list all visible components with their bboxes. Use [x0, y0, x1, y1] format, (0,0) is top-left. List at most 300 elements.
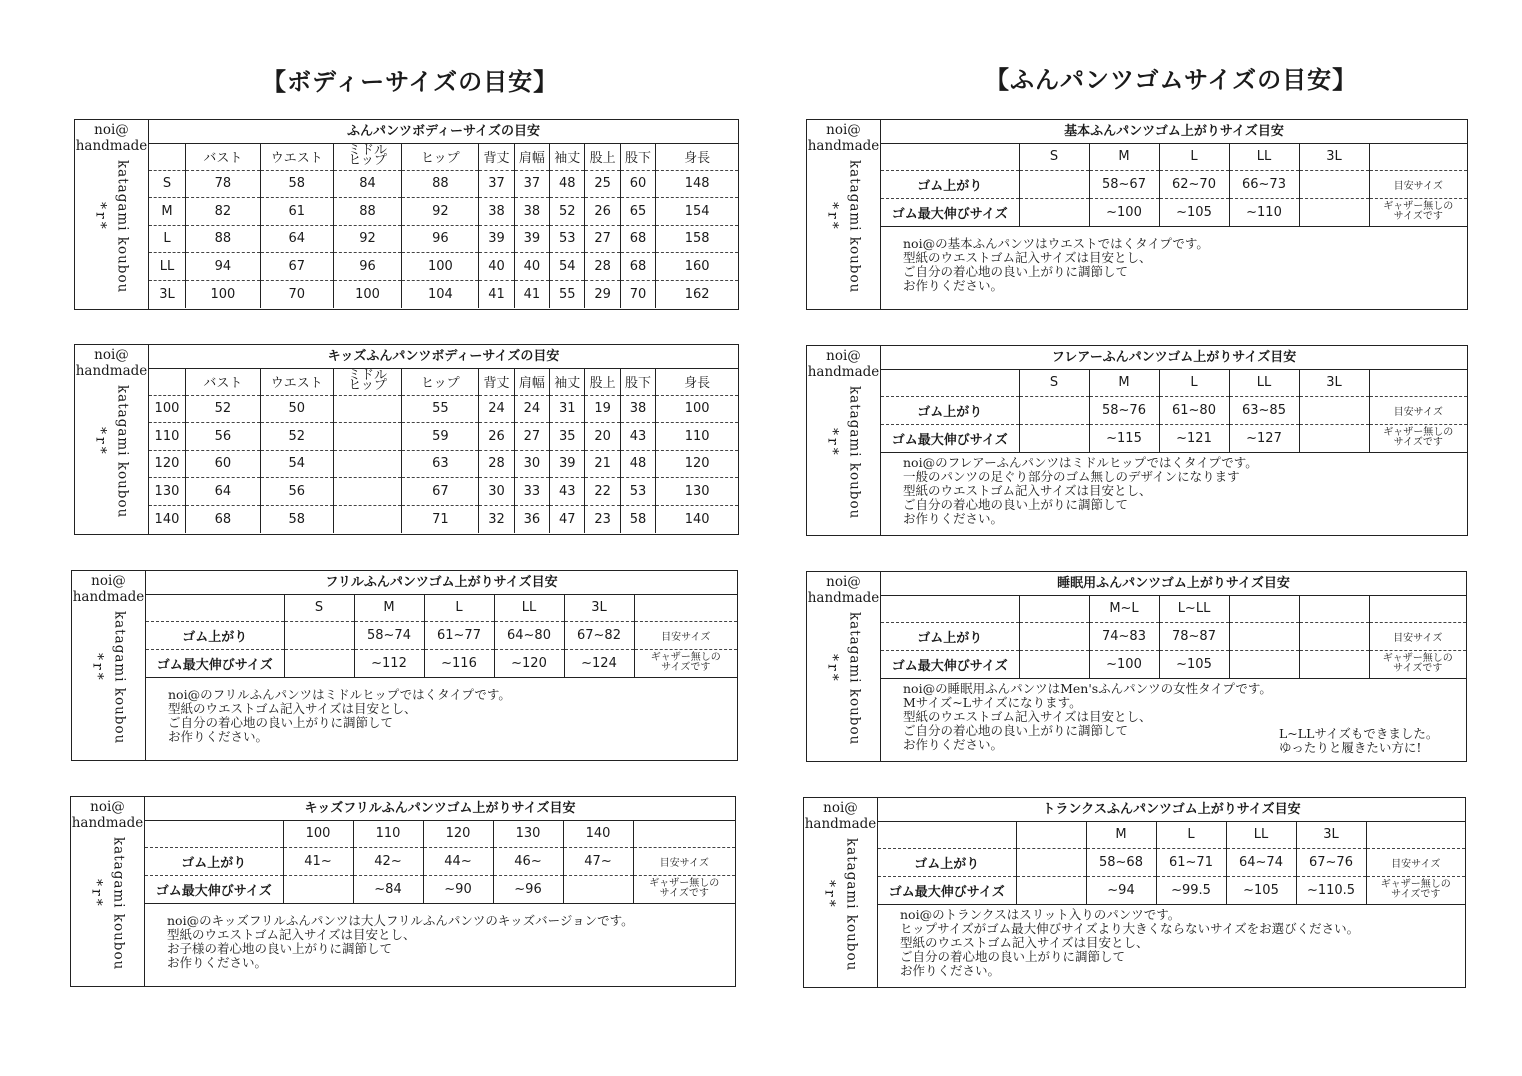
row-label: ゴム上がり	[881, 396, 1019, 424]
table-cell: 92	[402, 198, 479, 226]
table-cell: 58	[260, 505, 333, 533]
brand-block	[75, 120, 149, 309]
table-cell	[563, 875, 633, 903]
size-label: 100	[283, 820, 353, 847]
chart-title: 基本ふんパンツゴム上がりサイズ目安	[881, 120, 1467, 144]
note-line: noi@のトランクスはスリット入りのパンツです。	[900, 907, 1181, 922]
gom-table	[881, 143, 1467, 227]
row-label: ゴム最大伸びサイズ	[881, 650, 1019, 678]
column-header: ウエスト	[260, 368, 333, 395]
chart-title: キッズフリルふんパンツゴム上がりサイズ目安	[145, 797, 735, 821]
brand-name	[72, 573, 145, 605]
blank-cell	[881, 369, 1019, 396]
gom-max-row	[146, 649, 737, 677]
table-cell: 26	[585, 198, 620, 226]
table-cell: 20	[585, 423, 620, 451]
table-cell: 154	[656, 198, 738, 226]
table-cell: 47~	[563, 847, 633, 875]
size-label: M	[1089, 369, 1159, 396]
table-cell: 96	[333, 253, 402, 281]
column-header	[149, 143, 185, 170]
table-cell	[284, 621, 354, 649]
gom-chart-flare	[806, 345, 1468, 536]
table-cell: 61	[260, 198, 333, 226]
size-label: L	[1159, 369, 1229, 396]
row-label: ゴム最大伸びサイズ	[145, 875, 283, 903]
gom-chart-frill	[71, 570, 738, 761]
size-header-row	[145, 820, 735, 847]
table-cell: 64	[260, 225, 333, 253]
note-line: ご自分の着心地の良い上がりに調節して	[900, 949, 1126, 964]
table-row	[149, 198, 738, 226]
column-header: 背丈	[479, 143, 514, 170]
brand-line2: handmade	[75, 138, 148, 154]
table-cell: 27	[514, 423, 549, 451]
table-cell: 100	[149, 395, 185, 423]
table-cell	[1016, 876, 1086, 904]
table-cell	[1019, 170, 1089, 198]
table-cell: M	[149, 198, 185, 226]
table-cell: 78~87	[1159, 622, 1229, 650]
note-line: 型紙のウエストゴム記入サイズは目安とし、	[903, 250, 1152, 265]
chart-content	[881, 120, 1467, 309]
size-label: L	[1159, 143, 1229, 170]
brand-mark: *r*	[824, 428, 841, 458]
table-cell: 54	[260, 450, 333, 478]
column-header: バスト	[185, 143, 260, 170]
chart-title: フリルふんパンツゴム上がりサイズ目安	[146, 571, 737, 595]
column-header: 身長	[656, 368, 738, 395]
table-cell: ~96	[493, 875, 563, 903]
table-cell: 41	[514, 280, 549, 308]
gom-table	[878, 821, 1465, 905]
size-label: 3L	[1296, 821, 1366, 848]
table-cell: 58~74	[354, 621, 424, 649]
size-label: LL	[1229, 369, 1299, 396]
table-cell: 110	[656, 423, 738, 451]
extra-line: L~LLサイズもできました。	[1279, 726, 1439, 741]
table-cell: 120	[656, 450, 738, 478]
size-label	[1299, 595, 1369, 622]
blank-cell	[1369, 143, 1467, 170]
table-cell: 88	[185, 225, 260, 253]
table-cell: 33	[514, 478, 549, 506]
table-cell: 66~73	[1229, 170, 1299, 198]
column-header: 身長	[656, 143, 738, 170]
table-cell: 67~82	[564, 621, 634, 649]
chart-content	[149, 345, 738, 534]
blank-cell	[634, 594, 737, 621]
column-header: ミドル ヒップ	[333, 368, 402, 395]
blank-cell	[1369, 369, 1467, 396]
table-cell: 94	[185, 253, 260, 281]
row-label: ゴム最大伸びサイズ	[878, 876, 1016, 904]
table-cell: 21	[585, 450, 620, 478]
row-note: 目安サイズ	[1366, 848, 1465, 876]
gom-finished-row	[145, 847, 735, 875]
table-cell: 47	[550, 505, 585, 533]
table-cell: 162	[656, 280, 738, 308]
brand-name	[804, 800, 877, 832]
table-cell: ~120	[494, 649, 564, 677]
gom-finished-row	[881, 170, 1467, 198]
brand-line1: noi@	[90, 799, 125, 815]
brand-line1: noi@	[826, 574, 861, 590]
brand-vertical	[807, 386, 880, 536]
table-cell: 110	[149, 423, 185, 451]
table-cell: 68	[185, 505, 260, 533]
table-cell: 63~85	[1229, 396, 1299, 424]
size-header-row	[881, 143, 1467, 170]
table-cell: 41	[479, 280, 514, 308]
brand-line2: handmade	[807, 138, 880, 154]
gom-max-row	[145, 875, 735, 903]
size-label: 130	[493, 820, 563, 847]
table-cell: 56	[260, 478, 333, 506]
note-line: 型紙のウエストゴム記入サイズは目安とし、	[900, 935, 1149, 950]
table-cell: 48	[550, 170, 585, 198]
gom-table	[146, 594, 737, 678]
column-header: 股上	[585, 143, 620, 170]
row-label: ゴム上がり	[145, 847, 283, 875]
note-line: ご自分の着心地の良い上がりに調節して	[903, 264, 1129, 279]
table-cell	[333, 478, 402, 506]
size-label: S	[1019, 369, 1089, 396]
table-cell: 31	[550, 395, 585, 423]
table-cell: L	[149, 225, 185, 253]
left-heading: 【ボディーサイズの目安】	[262, 68, 559, 96]
brand-line1: noi@	[823, 800, 858, 816]
table-cell: 67~76	[1296, 848, 1366, 876]
note-line: お作りください。	[168, 729, 269, 744]
note-line: お作りください。	[903, 511, 1004, 526]
note-line: ご自分の着心地の良い上がりに調節して	[903, 497, 1129, 512]
table-cell: S	[149, 170, 185, 198]
row-note: 目安サイズ	[633, 847, 735, 875]
table-cell: 52	[260, 423, 333, 451]
table-cell: 62~70	[1159, 170, 1229, 198]
table-cell: ~100	[1089, 198, 1159, 226]
brand-vertical	[807, 612, 880, 762]
size-label: L	[1156, 821, 1226, 848]
table-cell: 50	[260, 395, 333, 423]
brand-line2: handmade	[807, 590, 880, 606]
table-row	[149, 450, 738, 478]
note-line: 一般のパンツの足ぐり部分のゴム無しのデザインになります	[903, 469, 1240, 484]
brand-mark: *r*	[824, 202, 841, 232]
table-cell: 100	[402, 253, 479, 281]
table-cell: ~112	[354, 649, 424, 677]
brand-mark: *r*	[824, 654, 841, 684]
size-label: S	[284, 594, 354, 621]
brand-line2: handmade	[804, 816, 877, 832]
brand-vertical	[72, 611, 145, 761]
brand-vertical	[75, 160, 148, 310]
column-header: 袖丈	[550, 143, 585, 170]
gom-chart-kids-frill	[70, 796, 736, 987]
gom-finished-row	[878, 848, 1465, 876]
note-line: お子様の着心地の良い上がりに調節して	[167, 941, 393, 956]
size-label	[1229, 595, 1299, 622]
table-cell: 67	[402, 478, 479, 506]
brand-block	[807, 572, 881, 761]
table-cell: 28	[585, 253, 620, 281]
table-cell	[1016, 848, 1086, 876]
table-cell: 30	[479, 478, 514, 506]
table-cell	[1299, 650, 1369, 678]
table-cell: 42~	[353, 847, 423, 875]
table-cell: ~105	[1159, 198, 1229, 226]
note-line: お作りください。	[903, 737, 1004, 752]
chart-title: フレアーふんパンツゴム上がりサイズ目安	[881, 346, 1467, 370]
chart-title: トランクスふんパンツゴム上がりサイズ目安	[878, 798, 1465, 822]
note-line: noi@の基本ふんパンツはウエストではくタイプです。	[903, 236, 1209, 251]
table-cell: 63	[402, 450, 479, 478]
blank-cell	[878, 821, 1016, 848]
table-cell: 24	[514, 395, 549, 423]
table-cell: 148	[656, 170, 738, 198]
table-cell: 61~71	[1156, 848, 1226, 876]
brand-vertical-text: katagami koubou	[114, 385, 131, 519]
table-cell	[1019, 650, 1089, 678]
note-line: 型紙のウエストゴム記入サイズは目安とし、	[168, 701, 417, 716]
blank-cell	[881, 595, 1019, 622]
brand-vertical-text: katagami koubou	[846, 386, 863, 520]
table-cell: 88	[333, 198, 402, 226]
note-line: Mサイズ~Lサイズになります。	[903, 695, 1082, 710]
column-header: バスト	[185, 368, 260, 395]
row-note: ギャザー無しの サイズです	[1369, 198, 1467, 226]
size-label: L	[424, 594, 494, 621]
table-cell	[333, 505, 402, 533]
table-cell: ~94	[1086, 876, 1156, 904]
table-row	[149, 505, 738, 533]
table-cell: 65	[620, 198, 655, 226]
table-cell	[1299, 170, 1369, 198]
brand-line2: handmade	[75, 363, 148, 379]
gom-table	[881, 595, 1466, 679]
notes-block	[903, 237, 1459, 293]
brand-mark: *r*	[89, 653, 106, 683]
brand-vertical-text: katagami koubou	[111, 611, 128, 745]
table-cell: 53	[620, 478, 655, 506]
size-label: S	[1019, 143, 1089, 170]
chart-title: ふんパンツボディーサイズの目安	[149, 120, 738, 144]
brand-mark: *r*	[92, 427, 109, 457]
table-cell: 40	[514, 253, 549, 281]
table-cell: 38	[514, 198, 549, 226]
column-header: ウエスト	[260, 143, 333, 170]
table-cell: ~105	[1159, 650, 1229, 678]
table-cell: 55	[402, 395, 479, 423]
chart-title: 睡眠用ふんパンツゴム上がりサイズ目安	[881, 572, 1466, 596]
row-note: 目安サイズ	[1369, 170, 1467, 198]
chart-content	[145, 797, 735, 986]
column-header: 股下	[620, 143, 655, 170]
brand-block	[71, 797, 145, 986]
size-label: 3L	[564, 594, 634, 621]
brand-line1: noi@	[826, 122, 861, 138]
blank-cell	[881, 143, 1019, 170]
row-note: ギャザー無しの サイズです	[634, 649, 737, 677]
row-label: ゴム最大伸びサイズ	[881, 198, 1019, 226]
size-header-row	[878, 821, 1465, 848]
brand-name	[807, 348, 880, 380]
table-cell: 30	[514, 450, 549, 478]
table-cell	[1019, 198, 1089, 226]
brand-name	[75, 347, 148, 379]
brand-line1: noi@	[826, 348, 861, 364]
column-header: 肩幅	[514, 143, 549, 170]
brand-vertical	[804, 838, 877, 988]
note-line: ご自分の着心地の良い上がりに調節して	[903, 723, 1129, 738]
table-cell: ~116	[424, 649, 494, 677]
table-cell: 158	[656, 225, 738, 253]
size-header-row	[881, 595, 1466, 622]
table-cell: 160	[656, 253, 738, 281]
row-note: ギャザー無しの サイズです	[1369, 424, 1467, 452]
table-cell: 58~76	[1089, 396, 1159, 424]
brand-block	[72, 571, 146, 760]
table-cell: 28	[479, 450, 514, 478]
table-cell: 100	[656, 395, 738, 423]
size-header-row	[146, 594, 737, 621]
note-line: ヒップサイズがゴム最大伸びサイズより大きくならないサイズをお選びください。	[900, 921, 1360, 936]
table-cell: 92	[333, 225, 402, 253]
table-cell: 35	[550, 423, 585, 451]
table-cell: 37	[479, 170, 514, 198]
row-note: ギャザー無しの サイズです	[1369, 650, 1466, 678]
table-cell: 39	[479, 225, 514, 253]
table-cell: 39	[550, 450, 585, 478]
table-cell: 70	[620, 280, 655, 308]
table-row	[149, 423, 738, 451]
table-cell: 39	[514, 225, 549, 253]
row-label: ゴム上がり	[878, 848, 1016, 876]
note-line: お作りください。	[903, 278, 1004, 293]
table-cell: ~127	[1229, 424, 1299, 452]
table-cell: 43	[550, 478, 585, 506]
brand-vertical-text: katagami koubou	[110, 837, 127, 971]
table-cell: 41~	[283, 847, 353, 875]
size-label	[1016, 821, 1086, 848]
column-header: 股上	[585, 368, 620, 395]
gom-finished-row	[881, 622, 1466, 650]
brand-block	[807, 120, 881, 309]
column-header: 肩幅	[514, 368, 549, 395]
note-line: お作りください。	[900, 963, 1001, 978]
brand-block	[807, 346, 881, 535]
note-line: noi@のキッズフリルふんパンツは大人フリルふんパンツのキッズバージョンです。	[167, 913, 634, 928]
table-cell: 58	[260, 170, 333, 198]
column-header: ミドル ヒップ	[333, 143, 402, 170]
table-cell: 54	[550, 253, 585, 281]
table-cell: 68	[620, 225, 655, 253]
table-cell: 96	[402, 225, 479, 253]
table-cell: 58~68	[1086, 848, 1156, 876]
note-line: ご自分の着心地の良い上がりに調節して	[168, 715, 394, 730]
row-label: ゴム最大伸びサイズ	[881, 424, 1019, 452]
table-cell: ~100	[1089, 650, 1159, 678]
table-cell: 67	[260, 253, 333, 281]
table-cell	[1299, 396, 1369, 424]
table-cell: 68	[620, 253, 655, 281]
chart-content	[881, 572, 1466, 761]
table-cell: 100	[185, 280, 260, 308]
note-line: 型紙のウエストゴム記入サイズは目安とし、	[903, 709, 1152, 724]
gom-table	[145, 820, 735, 904]
gom-chart-sleep	[806, 571, 1467, 762]
table-cell: ~110.5	[1296, 876, 1366, 904]
gom-max-row	[878, 876, 1465, 904]
row-label: ゴム上がり	[881, 622, 1019, 650]
table-cell	[333, 395, 402, 423]
note-line: お作りください。	[167, 955, 268, 970]
brand-vertical-text: katagami koubou	[846, 612, 863, 746]
row-label: ゴム上がり	[881, 170, 1019, 198]
table-row	[149, 395, 738, 423]
brand-line2: handmade	[71, 815, 144, 831]
brand-mark: *r*	[821, 880, 838, 910]
size-label: 120	[423, 820, 493, 847]
table-cell: 60	[185, 450, 260, 478]
header-row	[149, 368, 738, 395]
brand-vertical-text: katagami koubou	[843, 838, 860, 972]
table-cell: 38	[620, 395, 655, 423]
size-label: M	[354, 594, 424, 621]
table-cell: 32	[479, 505, 514, 533]
blank-cell	[145, 820, 283, 847]
size-label: 3L	[1299, 369, 1369, 396]
brand-vertical	[71, 837, 144, 987]
brand-line2: handmade	[807, 364, 880, 380]
table-cell: 52	[185, 395, 260, 423]
table-cell: 58	[620, 505, 655, 533]
size-label: 110	[353, 820, 423, 847]
table-cell: LL	[149, 253, 185, 281]
table-row	[149, 478, 738, 506]
note-line: noi@の睡眠用ふんパンツはMen'sふんパンツの女性タイプです。	[903, 681, 1272, 696]
table-cell: 130	[656, 478, 738, 506]
table-cell: ~124	[564, 649, 634, 677]
table-cell: ~110	[1229, 198, 1299, 226]
blank-cell	[1369, 595, 1466, 622]
table-cell	[284, 649, 354, 677]
table-cell: 61~80	[1159, 396, 1229, 424]
blank-cell	[633, 820, 735, 847]
note-line: noi@のフリルふんパンツはミドルヒップではくタイプです。	[168, 687, 511, 702]
table-cell: 71	[402, 505, 479, 533]
brand-vertical-text: katagami koubou	[846, 160, 863, 294]
size-label: 3L	[1299, 143, 1369, 170]
table-cell: 55	[550, 280, 585, 308]
table-cell: 59	[402, 423, 479, 451]
blank-cell	[1366, 821, 1465, 848]
table-cell: 40	[479, 253, 514, 281]
table-cell	[1019, 396, 1089, 424]
brand-mark: *r*	[92, 202, 109, 232]
table-cell: 27	[585, 225, 620, 253]
table-cell	[1019, 424, 1089, 452]
table-cell	[1229, 622, 1299, 650]
table-cell: ~99.5	[1156, 876, 1226, 904]
body-chart-adult	[74, 119, 739, 310]
size-label: LL	[1229, 143, 1299, 170]
table-cell: ~105	[1226, 876, 1296, 904]
brand-mark: *r*	[88, 879, 105, 909]
table-cell	[333, 423, 402, 451]
table-cell: 120	[149, 450, 185, 478]
